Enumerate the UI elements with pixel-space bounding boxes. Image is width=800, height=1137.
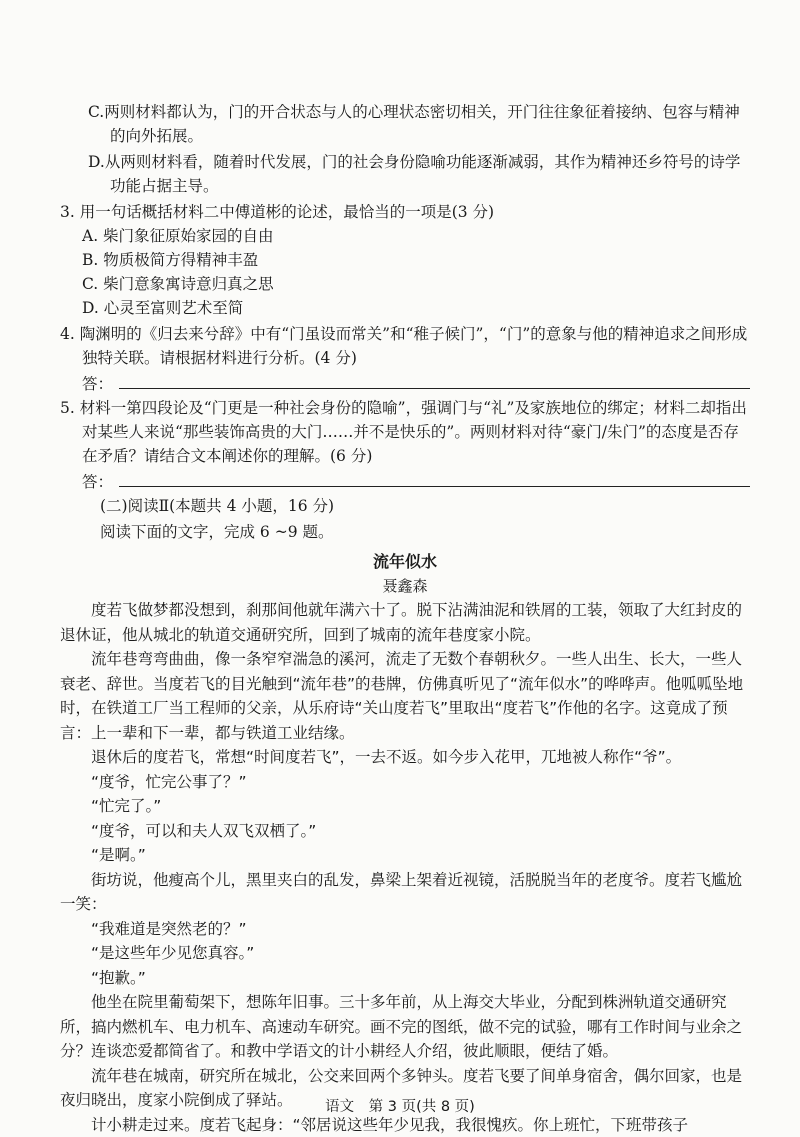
story-paragraph: “忙完了。” (60, 794, 750, 819)
question-3-option-b: B. 物质极简方得精神丰盈 (60, 248, 750, 272)
section-heading: (二)阅读Ⅱ(本题共 4 小题，16 分) (60, 494, 750, 518)
question-3-stem: 3. 用一句话概括材料二中傅道彬的论述，最恰当的一项是(3 分) (60, 200, 750, 224)
story-paragraph: 流年巷弯弯曲曲，像一条窄窄湍急的溪河，流走了无数个春朝秋夕。一些人出生、长大，一些人衰老、辞世。当度若飞的目光触到“流年巷”的巷牌，仿佛真听见了“流年似水”的哗哗声。他呱呱坠地时，在铁道工厂当工程师的父亲，从乐府诗“关山度若飞”里取出“度若飞”作他的名字。这竟成了预言：上一辈和下一辈，都与铁道工业结缘。 (60, 647, 750, 745)
story-paragraph: “抱歉。” (60, 966, 750, 991)
story-paragraph: 退休后的度若飞，常想“时间度若飞”，一去不返。如今步入花甲，兀地被人称作“爷”。 (60, 745, 750, 770)
page-footer: 语文 第 3 页(共 8 页) (0, 1095, 800, 1116)
section-instruction: 阅读下面的文字，完成 6 ~9 题。 (60, 520, 750, 544)
story-paragraph: 计小耕走过来。度若飞起身：“邻居说这些年少见我，我很愧疚。你上班忙，下班带孩子 (60, 1113, 750, 1137)
story-paragraph: “度爷，忙完公事了？” (60, 770, 750, 795)
story-paragraph: 流年巷在城南，研究所在城北，公交来回两个多钟头。度若飞要了间单身宿舍，偶尔回家，也是夜归晓出，度家小院倒成了驿站。 (60, 1064, 750, 1113)
story-paragraph: “度爷，可以和夫人双飞双栖了。” (60, 819, 750, 844)
story-paragraph: “我难道是突然老的？” (60, 917, 750, 942)
option-c-q2 (60, 100, 750, 148)
story-paragraph: “是这些年少见您真容。” (60, 941, 750, 966)
question-3-option-c: C. 柴门意象寓诗意归真之思 (60, 272, 750, 296)
question-4-stem: 4. 陶渊明的《归去来兮辞》中有“门虽设而常关”和“稚子候门”，“门”的意象与他的精神追求之间形成独特关联。请根据材料进行分析。(4 分) (60, 322, 750, 370)
option-label: C. (88, 103, 104, 121)
answer-label: 答： (82, 372, 113, 394)
story-paragraph: 街坊说，他瘦高个儿，黑里夹白的乱发，鼻梁上架着近视镜，活脱脱当年的老度爷。度若飞尴尬一笑： (60, 868, 750, 917)
option-d-q2 (60, 150, 750, 198)
question-3-option-a: A. 柴门象征原始家园的自由 (60, 224, 750, 248)
story-title: 流年似水 (60, 550, 750, 574)
story-paragraph: 他坐在院里葡萄架下，想陈年旧事。三十多年前，从上海交大毕业，分配到株洲轨道交通研究所，搞内燃机车、电力机车、高速动车研究。画不完的图纸，做不完的试验，哪有工作时间与业余之分？连谈恋爱都简省了。和教中学语文的计小耕经人介绍，彼此顺眼，便结了婚。 (60, 990, 750, 1064)
story-author: 聂鑫森 (60, 574, 750, 598)
answer-line (119, 388, 750, 389)
option-text: 从两则材料看，随着时代发展，门的社会身份隐喻功能逐渐减弱，其作为精神还乡符号的诗学功能占据主导。 (105, 153, 741, 195)
story-body (60, 598, 750, 1137)
option-text: 两则材料都认为，门的开合状态与人的心理状态密切相关，开门往往象征着接纳、包容与精神的向外拓展。 (104, 103, 740, 145)
page-content (60, 100, 750, 1137)
option-label: D. (88, 153, 105, 171)
question-5-stem: 5. 材料一第四段论及“门更是一种社会身份的隐喻”，强调门与“礼”及家族地位的绑定；材料二却指出对某些人来说“那些装饰高贵的大门……并不是快乐的”。两则材料对待“豪门/朱门”的态度是否存在矛盾？请结合文本阐述你的理解。(6 分) (60, 396, 750, 468)
answer-line (119, 486, 750, 487)
question-3-option-d: D. 心灵至富则艺术至简 (60, 296, 750, 320)
question-5-answer-area[interactable] (60, 468, 750, 492)
story-paragraph: “是啊。” (60, 843, 750, 868)
answer-label: 答： (82, 470, 113, 492)
question-4-answer-area[interactable] (60, 370, 750, 394)
story-paragraph: 度若飞做梦都没想到，刹那间他就年满六十了。脱下沾满油泥和铁屑的工装，领取了大红封皮的退休证，他从城北的轨道交通研究所，回到了城南的流年巷度家小院。 (60, 598, 750, 647)
